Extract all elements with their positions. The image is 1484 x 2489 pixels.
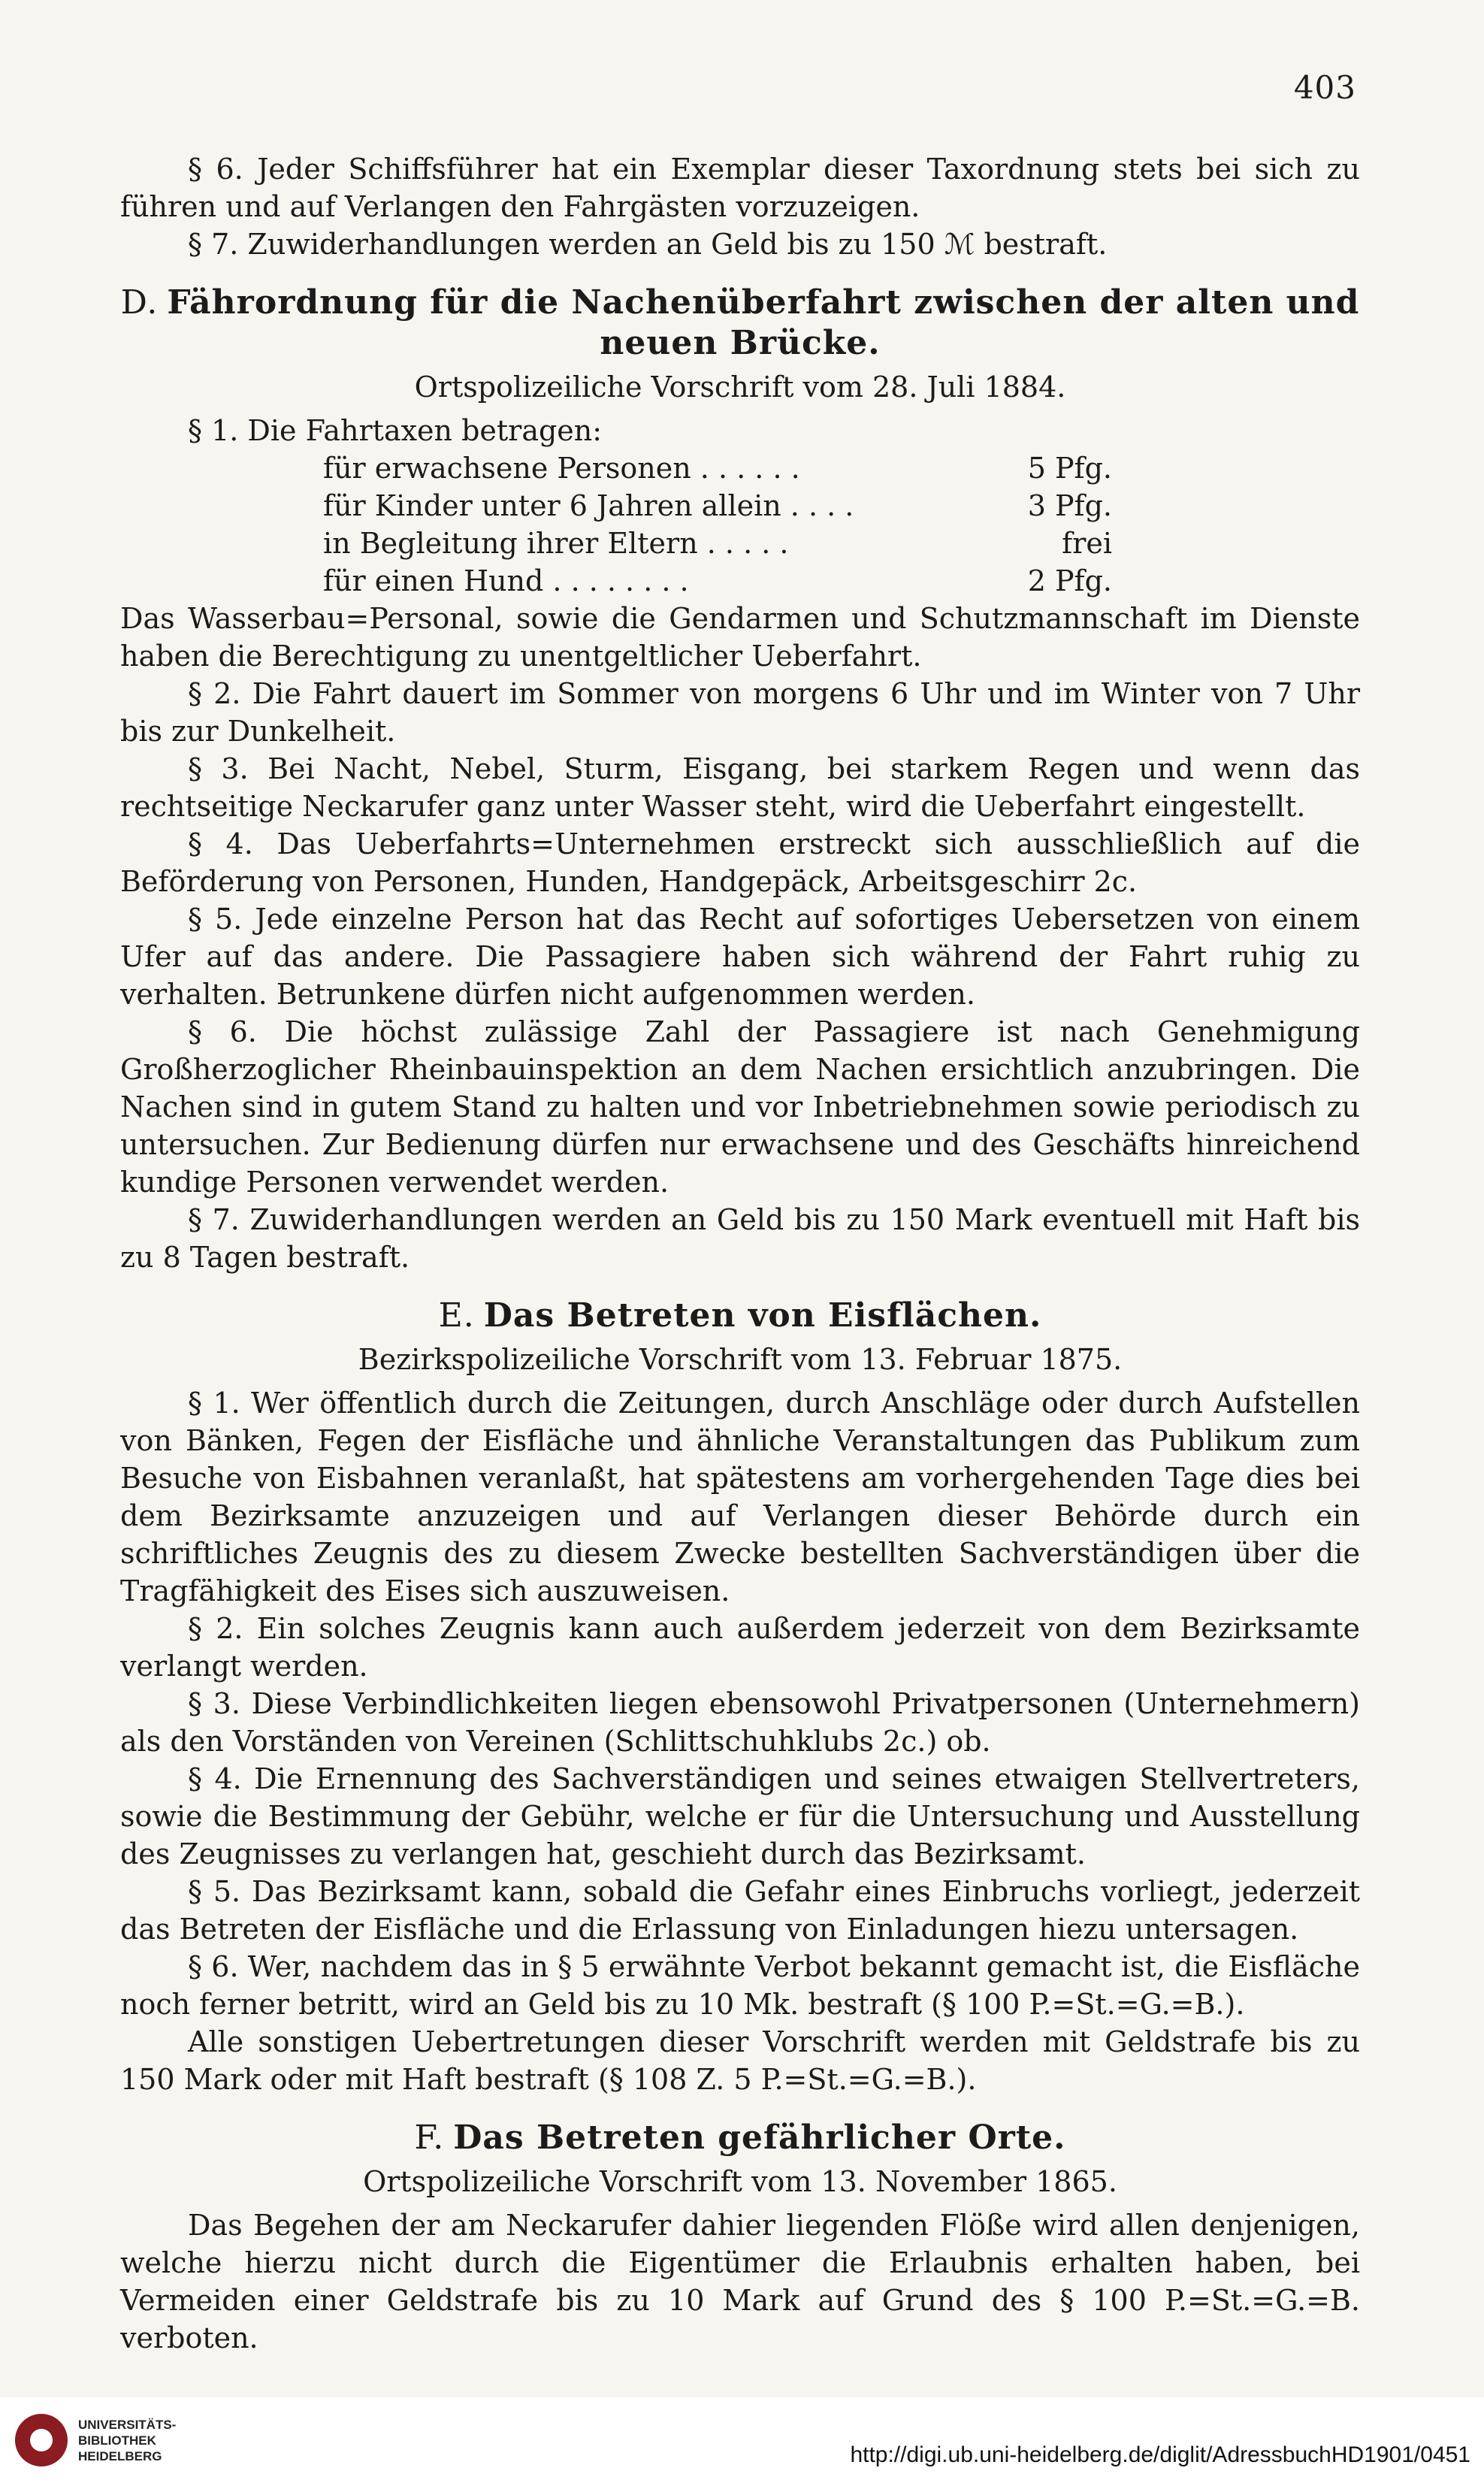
fare-label: für einen Hund . . . . . . . . bbox=[323, 564, 689, 597]
fare-value: 5 Pfg. bbox=[1027, 452, 1112, 485]
paragraph: § 6. Die höchst zulässige Zahl der Passagiere ist nach Genehmigung Großherzoglicher Rheinbauinspektion an dem Nachen ersichtlich anzubringen. Die Nachen sind in gutem Stand zu halten und vor Inbetriebnehmen sowie periodisch zu untersuchen. Zur Bedienung dürfen nur erwachsene und des Geschäfts hinreichend kundige Personen verwendet werden. bbox=[120, 1015, 1360, 1199]
paragraph: Alle sonstigen Uebertretungen dieser Vorschrift werden mit Geldstrafe bis zu 150 Mark oder mit Haft bestraft (§ 108 Z. 5 P.=St.=G.=B.). bbox=[120, 2025, 1360, 2096]
paragraph: § 7. Zuwiderhandlungen werden an Geld bis zu 150 ℳ bestraft. bbox=[188, 228, 1108, 261]
section-letter: F. bbox=[414, 2119, 445, 2157]
fare-value: 3 Pfg. bbox=[1027, 489, 1112, 522]
fare-row bbox=[120, 525, 1360, 562]
paragraph: § 1. Wer öffentlich durch die Zeitungen, durch Anschläge oder durch Aufstellen von Bänken, Fegen der Eisfläche und ähnliche Veranstaltungen das Publikum zum Besuche von Eisbahnen veranlaßt, hat spätestens am vorhergehenden Tage dies bei dem Bezirksamte anzuzeigen und auf Verlangen dieser Behörde durch ein schriftliches Zeugnis des zu diesem Zwecke bestellten Sachverständigen über die Tragfähigkeit des Eises sich auszuweisen. bbox=[120, 1387, 1360, 1607]
section-subtitle: Bezirkspolizeiliche Vorschrift vom 13. Februar 1875. bbox=[358, 1343, 1123, 1376]
section-subtitle: Ortspolizeiliche Vorschrift vom 13. November 1865. bbox=[363, 2165, 1117, 2198]
paragraph: § 4. Das Ueberfahrts=Unternehmen erstreckt sich ausschließlich auf die Beförderung von Personen, Hunden, Handgepäck, Arbeitsgeschirr 2c. bbox=[120, 827, 1360, 898]
section-title: Das Betreten von Eisflächen. bbox=[483, 1296, 1042, 1335]
page-number: 403 bbox=[1293, 69, 1356, 106]
paragraph: § 6. Wer, nachdem das in § 5 erwähnte Verbot bekannt gemacht ist, die Eisfläche noch ferner betritt, wird an Geld bis zu 10 Mk. bestraft (§ 100 P.=St.=G.=B.). bbox=[120, 1950, 1360, 2021]
library-name-line: HEIDELBERG bbox=[78, 2448, 162, 2463]
library-logo bbox=[15, 2414, 176, 2466]
section-d-heading bbox=[120, 283, 1360, 364]
paragraph: § 3. Diese Verbindlichkeiten liegen ebensowohl Privatpersonen (Unternehmern) als den Vorständen von Vereinen (Schlittschuhklubs 2c.) ob. bbox=[120, 1687, 1360, 1758]
fare-label: für erwachsene Personen . . . . . . bbox=[323, 452, 800, 485]
text-block bbox=[120, 150, 1360, 2357]
paragraph: § 6. Jeder Schiffsführer hat ein Exemplar dieser Taxordnung stets bei sich zu führen und auf Verlangen den Fahrgästen vorzuzeigen. bbox=[120, 153, 1360, 223]
section-letter: D. bbox=[120, 283, 159, 322]
paragraph: § 5. Jede einzelne Person hat das Recht auf sofortiges Uebersetzen von einem Ufer auf das andere. Die Passagiere haben sich während der Fahrt ruhig zu verhalten. Betrunkene dürfen nicht aufgenommen werden. bbox=[120, 903, 1360, 1011]
section-subtitle: Ortspolizeiliche Vorschrift vom 28. Juli 1884. bbox=[414, 370, 1066, 404]
fare-value: 2 Pfg. bbox=[1027, 564, 1112, 597]
section-letter: E. bbox=[438, 1296, 475, 1335]
paragraph: Das Begehen der am Neckarufer dahier liegenden Flöße wird allen denjenigen, welche hierzu nicht durch die Eigentümer die Erlaubnis erhalten haben, bei Vermeiden einer Geldstrafe bis zu 10 Mark auf Grund des § 100 P.=St.=G.=B. verboten. bbox=[120, 2209, 1360, 2354]
paragraph: § 2. Die Fahrt dauert im Sommer von morgens 6 Uhr und im Winter von 7 Uhr bis zur Dunkelheit. bbox=[120, 677, 1360, 748]
fare-label: für Kinder unter 6 Jahren allein . . . . bbox=[323, 489, 854, 522]
section-f-heading bbox=[120, 2118, 1360, 2158]
paragraph: § 1. Die Fahrtaxen betragen: bbox=[188, 414, 603, 447]
library-name-line: BIBLIOTHEK bbox=[78, 2433, 156, 2448]
fare-label: in Begleitung ihrer Eltern . . . . . bbox=[323, 527, 789, 560]
paragraph: Das Wasserbau=Personal, sowie die Gendarmen und Schutzmannschaft im Dienste haben die Berechtigung zu unentgeltlicher Ueberfahrt. bbox=[120, 602, 1360, 673]
source-url-link[interactable]: http://digi.ub.uni-heidelberg.de/diglit/AdressbuchHD1901/0451 bbox=[850, 2442, 1470, 2467]
section-title: Fährordnung für die Nachenüberfahrt zwischen der alten und neuen Brücke. bbox=[167, 283, 1360, 362]
viewer-footer bbox=[0, 2397, 1484, 2489]
fare-row bbox=[120, 562, 1360, 600]
library-name-line: UNIVERSITÄTS- bbox=[78, 2417, 177, 2432]
fare-value: frei bbox=[1062, 527, 1112, 560]
paragraph: § 4. Die Ernennung des Sachverständigen und seines etwaigen Stellvertreters, sowie die Bestimmung der Gebühr, welche er für die Untersuchung und Ausstellung des Zeugnisses zu verlangen hat, geschieht durch das Bezirksamt. bbox=[120, 1762, 1360, 1871]
paragraph: § 7. Zuwiderhandlungen werden an Geld bis zu 150 Mark eventuell mit Haft bis zu 8 Tagen bestraft. bbox=[120, 1203, 1360, 1274]
paragraph: § 5. Das Bezirksamt kann, sobald die Gefahr eines Einbruchs vorliegt, jederzeit das Betreten der Eisfläche und die Erlassung von Einladungen hiezu untersagen. bbox=[120, 1875, 1360, 1946]
fare-row bbox=[120, 487, 1360, 525]
library-seal-icon bbox=[15, 2414, 68, 2466]
section-title: Das Betreten gefährlicher Orte. bbox=[453, 2119, 1066, 2157]
fare-row bbox=[120, 449, 1360, 487]
paragraph: § 3. Bei Nacht, Nebel, Sturm, Eisgang, bei starkem Regen und wenn das rechtseitige Neckarufer ganz unter Wasser steht, wird die Ueberfahrt eingestellt. bbox=[120, 752, 1360, 823]
library-name bbox=[78, 2417, 176, 2464]
paragraph: § 2. Ein solches Zeugnis kann auch außerdem jederzeit von dem Bezirksamte verlangt werden. bbox=[120, 1612, 1360, 1683]
section-e-heading bbox=[120, 1296, 1360, 1336]
